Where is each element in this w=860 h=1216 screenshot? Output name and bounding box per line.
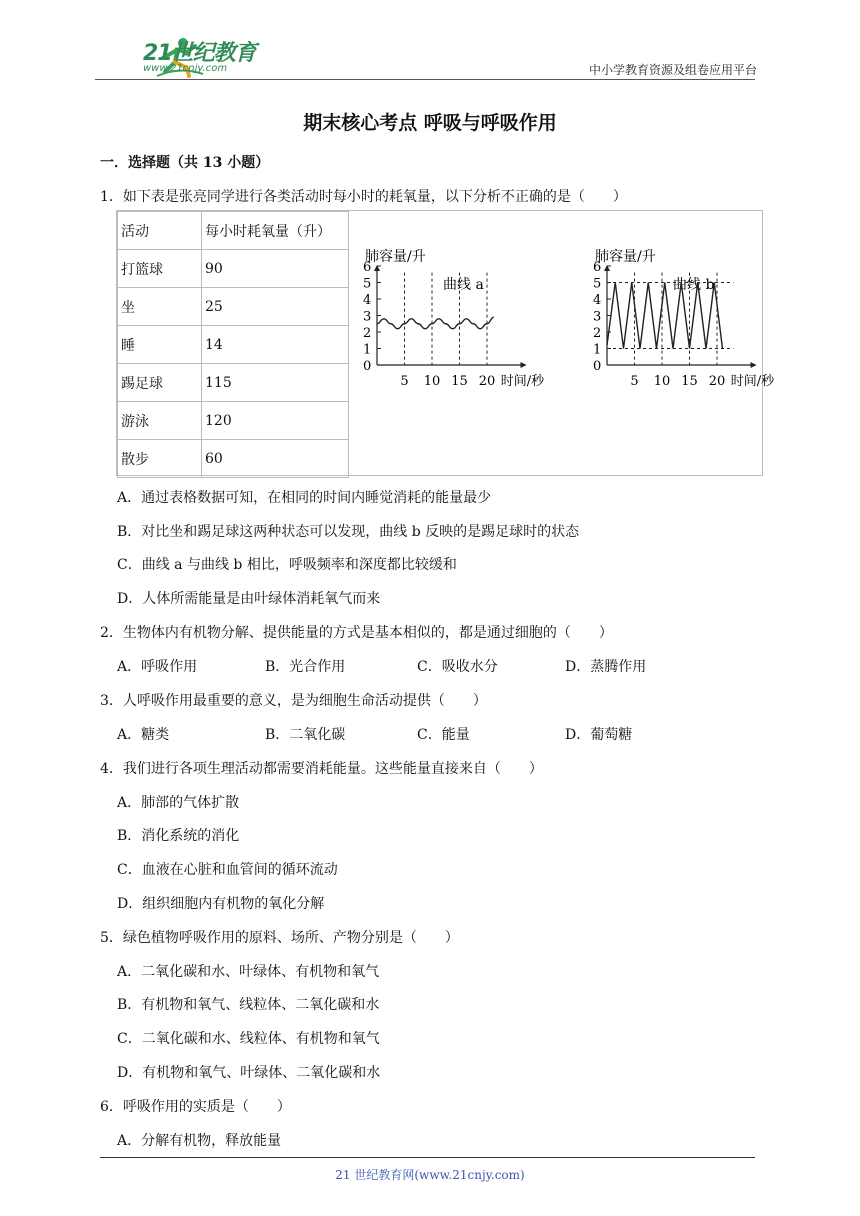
table-cell: 睡 (118, 326, 202, 364)
y-tick-label: 3 (363, 309, 372, 325)
table-header-cell: 每小时耗氧量（升） (202, 212, 349, 250)
question-3-option-b: B．二氧化碳 (265, 727, 346, 743)
chart-curve-b (579, 241, 775, 411)
logo-url: www.21cnjy.com (143, 63, 228, 74)
question-4-option-a: A．肺部的气体扩散 (117, 795, 240, 811)
table-cell: 60 (202, 440, 349, 478)
question-2-option-b: B．光合作用 (265, 659, 346, 675)
table-cell: 115 (202, 364, 349, 402)
question-1-option-d: D．人体所需能量是由叶绿体消耗氧气而来 (117, 591, 381, 607)
table-header-row (118, 212, 349, 250)
question-1-option-c: C．曲线 a 与曲线 b 相比，呼吸频率和深度都比较缓和 (117, 557, 457, 573)
table-header-cell: 活动 (118, 212, 202, 250)
question-1-option-a: A．通过表格数据可知，在相同的时间内睡觉消耗的能量最少 (117, 490, 492, 506)
question-4-option-c: C．血液在心脏和血管间的循环流动 (117, 862, 338, 878)
table-row (118, 440, 349, 478)
x-axis-arrow (751, 362, 757, 368)
x-tick-label: 20 (708, 374, 726, 389)
y-tick-label: 4 (593, 293, 602, 308)
x-tick-label: 20 (478, 374, 496, 389)
y-tick-label: 4 (363, 293, 372, 308)
y-tick-label: 0 (363, 359, 372, 374)
question-3-stem: 3．人呼吸作用最重要的意义，是为细胞生命活动提供（ ） (100, 693, 487, 709)
table-cell: 游泳 (118, 402, 202, 440)
x-tick-label: 10 (423, 374, 441, 389)
header-platform-text: 中小学教育资源及组卷应用平台 (588, 63, 757, 77)
question-6-stem: 6．呼吸作用的实质是（ ） (100, 1099, 291, 1115)
x-tick-label: 15 (451, 374, 468, 389)
y-tick-label: 1 (363, 342, 372, 358)
y-axis-label: 肺容量/升 (365, 249, 426, 265)
y-tick-label: 2 (363, 326, 372, 341)
y-tick-label: 1 (593, 342, 602, 358)
y-tick-label: 2 (593, 326, 602, 341)
question-2-option-d: D．蒸腾作用 (565, 659, 647, 675)
page-title: 期末核心考点 呼吸与呼吸作用 (303, 112, 557, 134)
x-tick-label: 5 (400, 374, 409, 389)
question-1-stem: 1．如下表是张亮同学进行各类活动时每小时的耗氧量，以下分析不正确的是（ ） (100, 189, 627, 205)
question-4-option-d: D．组织细胞内有机物的氧化分解 (117, 896, 325, 912)
x-axis-arrow (521, 362, 527, 368)
series-label: 曲线 a (443, 277, 484, 293)
question-5-option-c: C．二氧化碳和水、线粒体、有机物和氧气 (117, 1031, 380, 1047)
question-1-option-b: B．对比坐和踢足球这两种状态可以发现，曲线 b 反映的是踢足球时的状态 (117, 524, 580, 540)
oxygen-table (117, 211, 349, 478)
question-2-stem: 2．生物体内有机物分解、提供能量的方式是基本相似的，都是通过细胞的（ ） (100, 625, 613, 641)
logo-text: 21世纪教育 (143, 41, 256, 66)
table-cell: 120 (202, 402, 349, 440)
table-cell: 打篮球 (118, 250, 202, 288)
y-tick-label: 5 (593, 276, 602, 292)
y-tick-label: 6 (593, 260, 602, 275)
table-cell: 90 (202, 250, 349, 288)
x-tick-label: 10 (653, 374, 671, 389)
table-cell: 25 (202, 288, 349, 326)
series-line (377, 317, 494, 329)
table-cell: 踢足球 (118, 364, 202, 402)
question-2-option-a: A．呼吸作用 (117, 659, 198, 675)
chart-curve-a (349, 241, 549, 411)
x-tick-label: 5 (630, 374, 639, 389)
table-row (118, 288, 349, 326)
question-5-option-a: A．二氧化碳和水、叶绿体、有机物和氧气 (117, 964, 380, 980)
table-row (118, 250, 349, 288)
question-5-option-b: B．有机物和氧气、线粒体、二氧化碳和水 (117, 997, 380, 1013)
series-label: 曲线 b (673, 277, 715, 293)
header-divider (95, 79, 755, 80)
y-tick-label: 3 (593, 309, 602, 325)
question-3-option-c: C．能量 (417, 727, 470, 743)
footer-divider (100, 1157, 755, 1158)
y-axis-label: 肺容量/升 (595, 249, 656, 265)
question-6-option-a: A．分解有机物，释放能量 (117, 1133, 282, 1149)
question-4-stem: 4．我们进行各项生理活动都需要消耗能量。这些能量直接来自（ ） (100, 761, 543, 777)
table-row (118, 364, 349, 402)
question-3-option-d: D．葡萄糖 (565, 727, 633, 743)
table-row (118, 402, 349, 440)
x-tick-label: 15 (681, 374, 698, 389)
x-axis-label: 时间/秒 (500, 374, 545, 389)
question-5-stem: 5．绿色植物呼吸作用的原料、场所、产物分别是（ ） (100, 930, 459, 946)
question-1-figure (116, 210, 775, 476)
footer-text: 21 世纪教育网(www.21cnjy.com) (335, 1168, 525, 1182)
question-3-option-a: A．糖类 (117, 727, 170, 743)
y-tick-label: 0 (593, 359, 602, 374)
question-5-option-d: D．有机物和氧气、叶绿体、二氧化碳和水 (117, 1065, 381, 1081)
question-2-option-c: C．吸收水分 (417, 659, 498, 675)
section-heading: 一．选择题（共 13 小题） (100, 155, 270, 171)
table-cell: 14 (202, 326, 349, 364)
x-axis-label: 时间/秒 (730, 374, 775, 389)
table-cell: 坐 (118, 288, 202, 326)
table-row (118, 326, 349, 364)
y-tick-label: 5 (363, 276, 372, 292)
question-4-option-b: B．消化系统的消化 (117, 828, 240, 844)
table-cell: 散步 (118, 440, 202, 478)
y-tick-label: 6 (363, 260, 372, 275)
